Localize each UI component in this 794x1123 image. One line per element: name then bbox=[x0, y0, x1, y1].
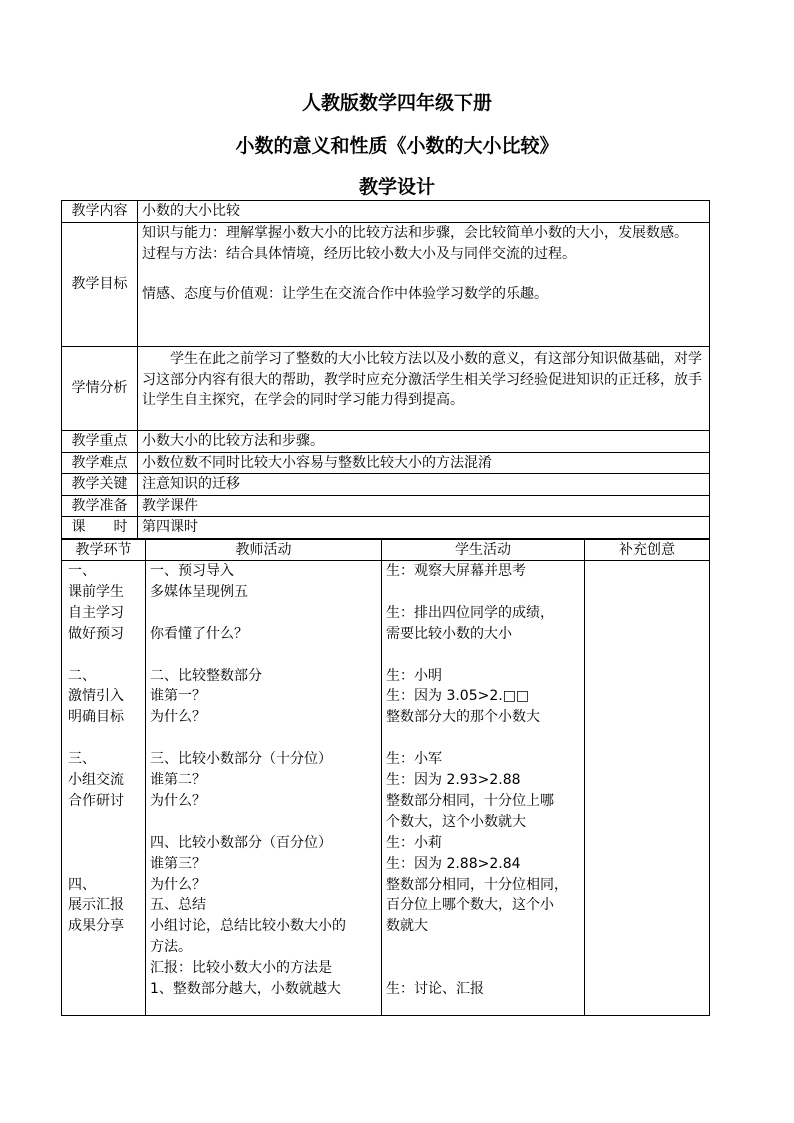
student-line: 生：讨论、汇报 bbox=[386, 981, 484, 998]
content-label: 教学内容 bbox=[62, 201, 138, 223]
lesson-info-table bbox=[61, 200, 710, 539]
teacher-line bbox=[150, 645, 377, 666]
analysis-label: 学情分析 bbox=[62, 347, 138, 431]
student-line: 生：排出四位同学的成绩， bbox=[386, 604, 554, 621]
teacher-line: 二、比较整数部分 bbox=[150, 667, 262, 684]
stages-line: 课前学生 bbox=[68, 583, 124, 600]
header-stage: 教学环节 bbox=[62, 540, 146, 561]
prep-value: 教学课件 bbox=[138, 495, 710, 517]
goal-knowledge: 知识与能力：理解掌握小数大小的比较方法和步骤，会比较简单小数的大小，发展数感。 bbox=[142, 225, 688, 241]
key-value: 小数大小的比较方法和步骤。 bbox=[138, 431, 710, 453]
student-line: 整数部分相同，十分位上哪 bbox=[386, 792, 554, 809]
teacher-line: 为什么？ bbox=[150, 876, 206, 893]
stages-line: 激情引入 bbox=[68, 688, 124, 705]
stages-line: 小组交流 bbox=[68, 772, 124, 789]
period-label: 课 时 bbox=[62, 517, 138, 539]
goal-process: 过程与方法：结合具体情境，经历比较小数大小及与同伴交流的过程。 bbox=[142, 245, 576, 262]
content-value: 小数的大小比较 bbox=[138, 201, 710, 223]
teacher-line: 谁第一？ bbox=[150, 688, 206, 705]
teacher-line: 为什么？ bbox=[150, 709, 206, 726]
teacher-line: 你看懂了什么？ bbox=[150, 625, 248, 642]
stages-line: 自主学习 bbox=[68, 604, 124, 621]
student-line: 生：小莉 bbox=[386, 834, 442, 851]
stages-line bbox=[66, 854, 141, 875]
stage-column bbox=[62, 561, 146, 1016]
student-line bbox=[386, 582, 580, 603]
student-line: 整数部分相同，十分位相同， bbox=[386, 876, 568, 893]
student-line: 整数部分大的那个小数大 bbox=[386, 709, 540, 726]
teacher-line: 方法。 bbox=[150, 939, 192, 956]
teacher-line bbox=[150, 728, 377, 749]
stages-line bbox=[66, 728, 141, 749]
student-line bbox=[386, 728, 580, 749]
student-line: 个数大，这个小数就大 bbox=[386, 813, 526, 830]
teacher-column bbox=[146, 561, 382, 1016]
goals-cell bbox=[138, 223, 710, 347]
teacher-line: 1、整数部分越大，小数就越大 bbox=[150, 981, 341, 998]
header-extra: 补充创意 bbox=[585, 540, 710, 561]
stages-line: 一、 bbox=[68, 563, 96, 579]
extra-column bbox=[585, 561, 710, 1016]
teaching-process-table bbox=[61, 539, 710, 1016]
crux-value: 注意知识的迁移 bbox=[138, 474, 710, 496]
student-line: 生：小军 bbox=[386, 751, 442, 768]
student-line: 百分位上哪个数大，这个小 bbox=[386, 897, 554, 914]
student-line bbox=[386, 958, 580, 979]
stages-line: 明确目标 bbox=[68, 709, 124, 726]
teacher-line: 四、比较小数部分（百分位） bbox=[150, 834, 332, 851]
teacher-line: 小组讨论，总结比较小数大小的 bbox=[150, 918, 346, 935]
header-student: 学生活动 bbox=[382, 540, 585, 561]
student-line bbox=[386, 645, 580, 666]
doc-title-series: 人教版数学四年级下册 bbox=[301, 92, 492, 114]
stages-line: 二、 bbox=[68, 667, 96, 684]
teacher-line: 谁第二？ bbox=[150, 772, 206, 789]
analysis-cell bbox=[138, 347, 710, 431]
student-line: 生：观察大屏幕并思考 bbox=[386, 563, 526, 579]
period-value: 第四课时 bbox=[138, 517, 710, 539]
student-line: 生：因为 2.93>2.88 bbox=[386, 772, 521, 789]
teacher-line: 一、预习导入 bbox=[150, 563, 234, 579]
student-line: 生：因为 3.05>2.□□ bbox=[386, 688, 530, 705]
student-column bbox=[382, 561, 585, 1016]
teacher-line bbox=[150, 812, 377, 833]
teacher-line: 多媒体呈现例五 bbox=[150, 583, 248, 600]
stages-line: 四、 bbox=[68, 876, 96, 893]
stages-line bbox=[66, 812, 141, 833]
goal-emotion: 情感、态度与价值观：让学生在交流合作中体验学习数学的乐趣。 bbox=[142, 286, 548, 302]
teacher-line bbox=[150, 603, 377, 624]
key-label: 教学重点 bbox=[62, 431, 138, 453]
stages-line: 合作研讨 bbox=[68, 792, 124, 809]
doc-title-lesson: 小数的意义和性质《小数的大小比较》 bbox=[235, 135, 559, 157]
student-line: 生：因为 2.88>2.84 bbox=[386, 855, 521, 872]
stages-line: 成果分享 bbox=[68, 918, 124, 935]
goals-label: 教学目标 bbox=[62, 223, 138, 347]
analysis-value: 学生在此之前学习了整数的大小比较方法以及小数的意义，有这部分知识做基础，对学习这部分内容有很大的帮助，教学时应充分激活学生相关学习经验促进知识的正迁移，放手让学生自主探究，在学会的同时学习能力得到提高。 bbox=[142, 351, 702, 408]
crux-label: 教学关键 bbox=[62, 474, 138, 496]
difficulty-value: 小数位数不同时比较大小容易与整数比较大小的方法混淆 bbox=[138, 452, 710, 474]
stages-line: 做好预习 bbox=[68, 625, 124, 642]
stages-line: 展示汇报 bbox=[68, 897, 124, 914]
header-teacher: 教师活动 bbox=[146, 540, 382, 561]
teacher-line: 谁第三？ bbox=[150, 855, 206, 872]
stages-line bbox=[66, 833, 141, 854]
difficulty-label: 教学难点 bbox=[62, 452, 138, 474]
stages-line: 三、 bbox=[68, 751, 96, 768]
student-line bbox=[386, 937, 580, 958]
stages-line bbox=[66, 645, 141, 666]
teacher-line: 五、总结 bbox=[150, 897, 206, 914]
prep-label: 教学准备 bbox=[62, 495, 138, 517]
student-line: 需要比较小数的大小 bbox=[386, 625, 512, 642]
teacher-line: 汇报：比较小数大小的方法是 bbox=[150, 960, 332, 977]
doc-title-type: 教学设计 bbox=[358, 176, 435, 198]
student-line: 生：小明 bbox=[386, 667, 442, 684]
student-line: 数就大 bbox=[386, 918, 428, 935]
teacher-line: 三、比较小数部分（十分位） bbox=[150, 751, 332, 768]
teacher-line: 为什么？ bbox=[150, 792, 206, 809]
